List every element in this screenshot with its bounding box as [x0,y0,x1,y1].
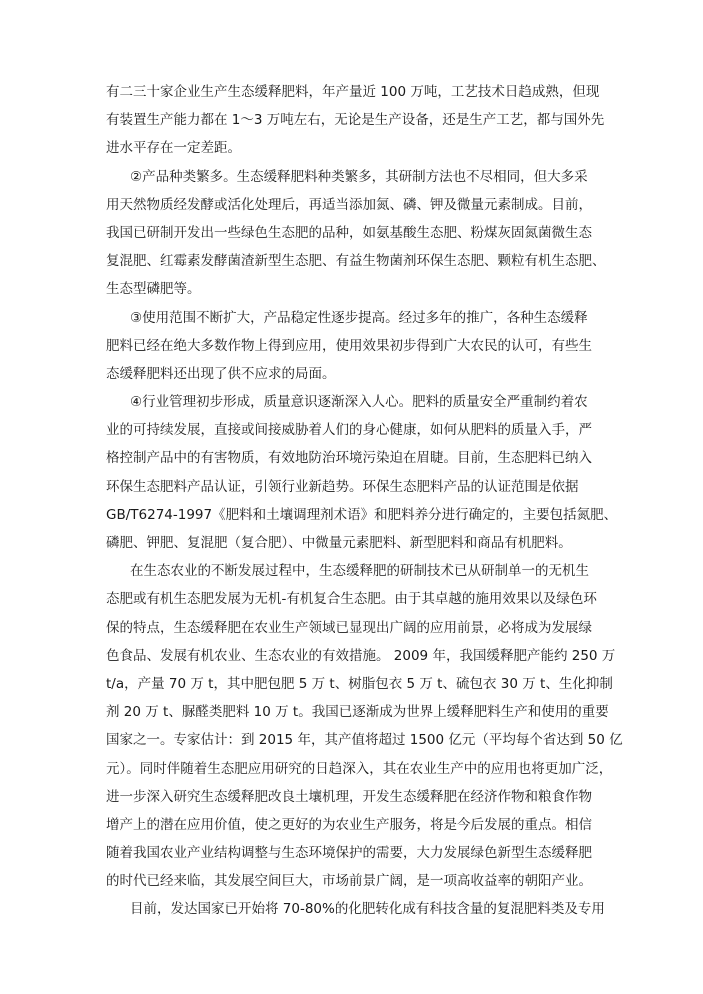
text-line: 复混肥、红霉素发酵菌渣新型生态肥、有益生物菌剂环保生态肥、颗粒有机生态肥、 [106,253,606,270]
paragraph-start-line: 目前，发达国家已开始将 70-80%的化肥转化成有科技含量的复混肥料类及专用 [130,901,605,918]
text-line: 肥料已经在绝大多数作物上得到应用，使用效果初步得到广大农民的认可，有些生 [106,337,592,354]
text-line: 进一步深入研究生态缓释肥改良土壤机理，开发生态缓释肥在经济作物和粮食作物 [106,788,592,805]
text-line: GB/T6274-1997《肥料和土壤调理剂术语》和肥料养分进行确定的，主要包括氮肥、 [106,506,618,523]
text-line: 用天然物质经发酵或活化处理后，再适当添加氮、磷、钾及微量元素制成。目前， [106,196,592,213]
text-line: 态肥或有机生态肥发展为无机-有机复合生态肥。由于其卓越的施用效果以及绿色环 [106,591,597,608]
text-line: 有二三十家企业生产生态缓释肥料，年产量近 100 万吨，工艺技术日趋成熟，但现 [106,84,600,100]
paragraph-start-line: ③使用范围不断扩大，产品稳定性逐步提高。经过多年的推广，各种生态缓释 [130,309,588,326]
text-line: 剂 20 万 t、脲醛类肥料 10 万 t。我国已逐渐成为世界上缓释肥料生产和使用的重要 [106,704,609,721]
text-line: 的时代已经来临，其发展空间巨大，市场前景广阔，是一项高收益率的朝阳产业。 [106,873,592,890]
paragraph-start-line: ②产品种类繁多。生态缓释肥料种类繁多，其研制方法也不尽相同，但大多采 [130,168,588,185]
text-line: 我国已研制开发出一些绿色生态肥的品种，如氨基酸生态肥、粉煤灰固氮菌微生态 [106,224,592,241]
paragraph-start-line: ④行业管理初步形成，质量意识逐渐深入人心。肥料的质量安全严重制约着农 [130,394,588,411]
text-line: 增产上的潜在应用价值，使之更好的为农业生产服务，将是今后发展的重点。相信 [106,816,592,833]
text-line: 磷肥、钾肥、复混肥（复合肥）、中微量元素肥料、新型肥料和商品有机肥料。 [106,535,572,551]
text-line: 随着我国农业产业结构调整与生态环境保护的需要，大力发展绿色新型生态缓释肥 [106,845,592,862]
text-line: 环保生态肥料产品认证，引领行业新趋势。环保生态肥料产品的认证范围是依据 [106,478,579,495]
text-line: t/a，产量 70 万 t，其中肥包肥 5 万 t、树脂包衣 5 万 t、硫包衣 30 万 t、生化抑制 [106,675,613,692]
text-line: 格控制产品中的有害物质，有效地防治环境污染迫在眉睫。目前，生态肥料已纳入 [106,450,592,467]
text-line: 元）。同时伴随着生态肥应用研究的日趋深入，其在农业生产中的应用也将更加广泛， [106,760,613,777]
text-line: 国家之一。专家估计：到 2015 年，其产值将超过 1500 亿元（平均每个省达到 50 亿 [106,732,623,749]
text-line: 有装置生产能力都在 1～3 万吨左右，无论是生产设备，还是生产工艺，都与国外先 [106,112,605,129]
text-line: 保的特点，生态缓释肥在农业生产领域已显现出广阔的应用前景，必将成为发展绿 [106,619,592,636]
text-line: 进水平存在一定差距。 [106,140,241,157]
text-line: 色食品、发展有机农业、生态农业的有效措施。 2009 年，我国缓释肥产能约 250 万 [106,647,616,664]
text-line: 态缓释肥料还出现了供不应求的局面。 [106,365,336,382]
paragraph-start-line: 在生态农业的不断发展过程中，生态缓释肥的研制技术已从研制单一的无机生 [130,563,589,580]
text-line: 生态型磷肥等。 [106,281,201,298]
text-line: 业的可持续发展，直接或间接威胁着人们的身心健康，如何从肥料的质量入手，严 [106,422,592,439]
body-text [106,78,626,924]
